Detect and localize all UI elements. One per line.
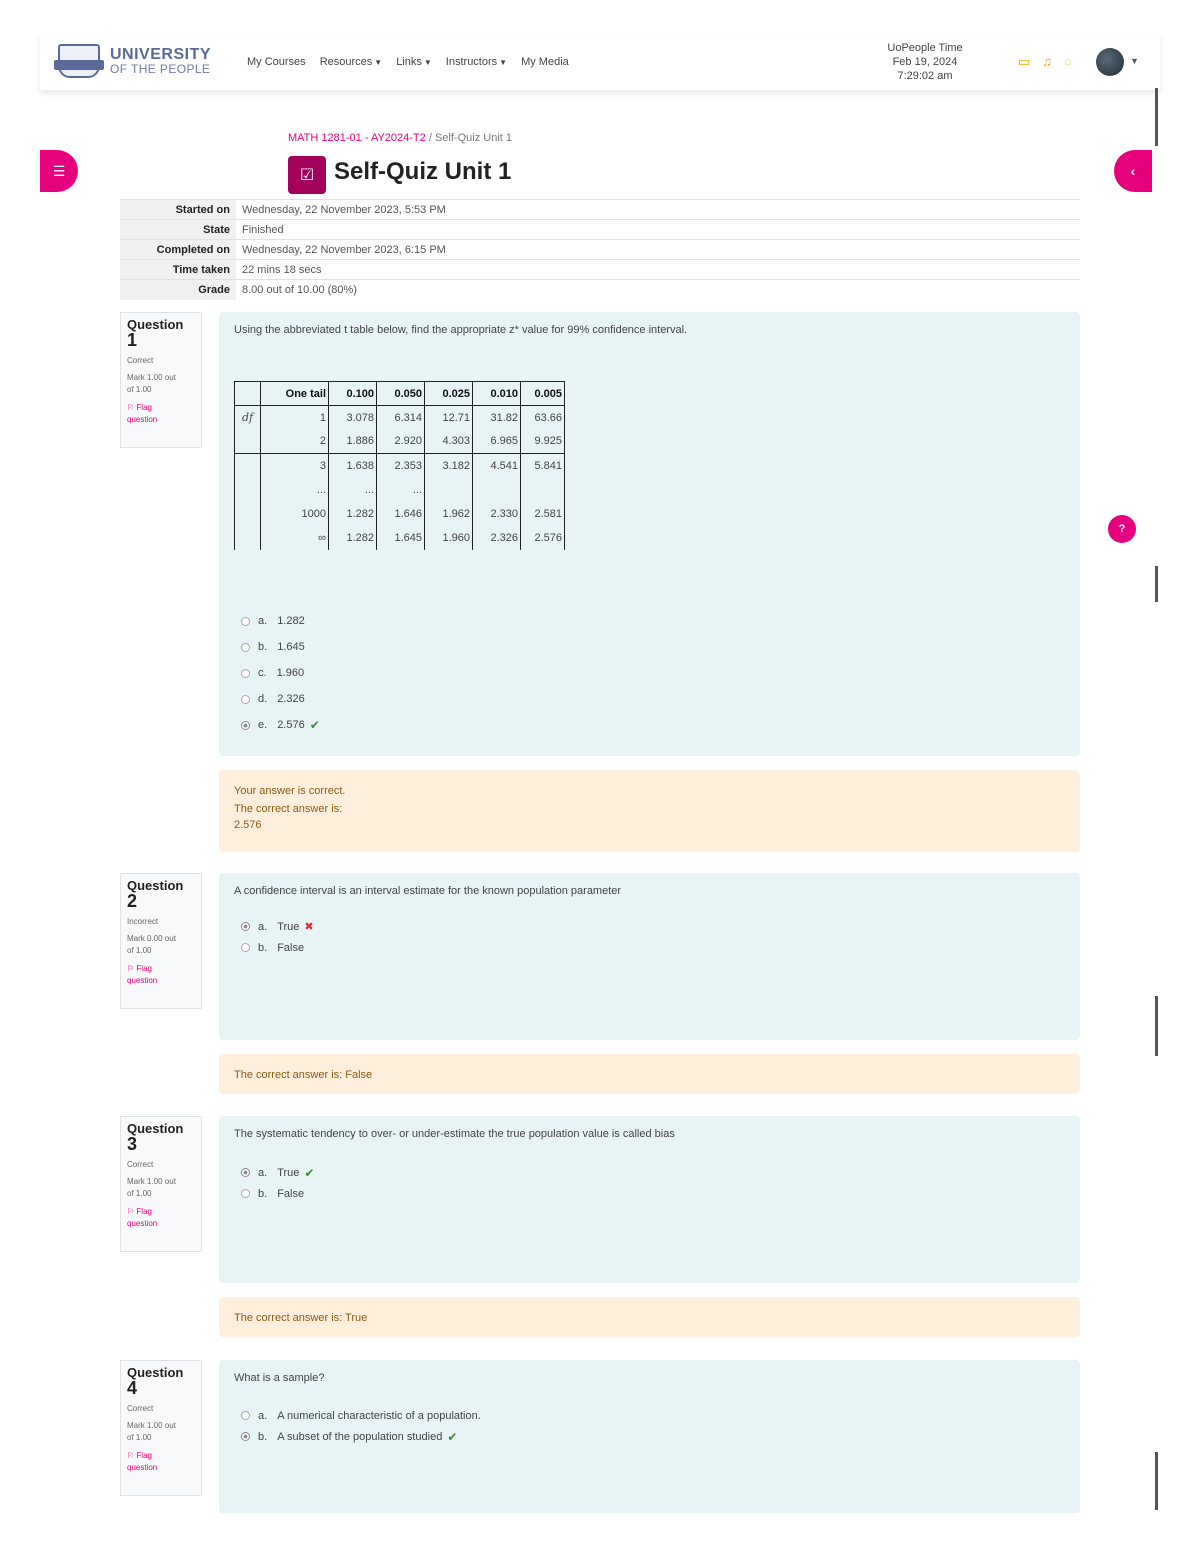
table-cell: 2: [261, 430, 329, 454]
table-cell: 12.71: [425, 406, 473, 430]
question-info-4: [120, 1360, 202, 1496]
table-cell: ∞: [261, 526, 329, 550]
flag-question-link[interactable]: ⚐ Flag question: [127, 403, 158, 424]
radio-button[interactable]: [241, 1432, 250, 1441]
site-logo[interactable]: [54, 42, 211, 82]
table-row: [235, 526, 565, 550]
logo-text-line1: UNIVERSITY: [110, 46, 212, 63]
table-cell: 0.005: [521, 382, 565, 406]
summary-value: 22 mins 18 secs: [236, 260, 1080, 280]
breadcrumb-sep: /: [428, 132, 432, 144]
summary-value: Finished: [236, 220, 1080, 240]
feedback-text: The correct answer is: True: [234, 1312, 368, 1324]
main-nav: [247, 56, 569, 68]
table-cell: [235, 430, 261, 454]
answer-option[interactable]: c. 1.960: [241, 660, 320, 686]
nav-instructors[interactable]: Instructors ▼: [445, 56, 508, 68]
feedback-2: [219, 1054, 1080, 1094]
answer-option[interactable]: a. True ✖: [241, 916, 314, 937]
table-cell: 1.282: [329, 526, 377, 550]
answer-list: [241, 608, 320, 738]
breadcrumb: [288, 132, 512, 144]
table-cell: [235, 526, 261, 550]
time-label: UoPeople Time: [887, 42, 963, 54]
question-number: 2: [127, 891, 138, 911]
flag-question-link[interactable]: ⚐ Flag question: [127, 964, 158, 985]
table-cell: 1: [261, 406, 329, 430]
scrollbar-mark: [1155, 1452, 1158, 1510]
table-row: [235, 406, 565, 430]
top-navbar: [40, 34, 1160, 90]
answer-option[interactable]: b. False: [241, 1183, 314, 1204]
breadcrumb-course[interactable]: MATH 1281-01 - AY2024-T2: [288, 132, 426, 144]
question-label: Question: [127, 1121, 184, 1136]
question-label: Question: [127, 878, 184, 893]
chevron-down-icon: ▼: [374, 58, 383, 67]
table-cell: 5.841: [521, 454, 565, 478]
table-cell: df: [235, 406, 261, 430]
radio-button[interactable]: [241, 1189, 250, 1198]
table-cell: 1.960: [425, 526, 473, 550]
summary-row: [120, 260, 1080, 280]
question-state: Correct: [127, 356, 154, 365]
page-title: Self-Quiz Unit 1: [334, 158, 512, 185]
question-text: A confidence interval is an interval estimate for the known population parameter: [234, 885, 622, 897]
table-cell: 1000: [261, 502, 329, 526]
table-cell: 2.353: [377, 454, 425, 478]
table-cell: 63.66: [521, 406, 565, 430]
table-cell: 1.962: [425, 502, 473, 526]
summary-key: Grade: [120, 280, 236, 300]
nav-resources[interactable]: Resources ▼: [319, 56, 383, 68]
question-info-1: [120, 312, 202, 448]
feedback-text: Your answer is correct.: [234, 785, 346, 797]
table-cell: 1.646: [377, 502, 425, 526]
flag-icon: ⚐: [127, 964, 137, 973]
question-label: Question: [127, 1365, 184, 1380]
radio-button[interactable]: [241, 669, 250, 678]
summary-key: State: [120, 220, 236, 240]
cross-icon: ✖: [304, 921, 314, 933]
table-cell: ...: [261, 478, 329, 502]
answer-option[interactable]: d. 2.326: [241, 686, 320, 712]
table-row: [235, 430, 565, 454]
table-cell: [235, 382, 261, 406]
check-icon: ✔: [309, 718, 320, 732]
drawer-toggle-button[interactable]: [40, 150, 78, 192]
table-cell: One tail: [261, 382, 329, 406]
summary-value: Wednesday, 22 November 2023, 5:53 PM: [236, 200, 1080, 220]
question-number: 3: [127, 1134, 138, 1154]
check-icon: ✔: [304, 1165, 315, 1180]
help-button[interactable]: [1108, 515, 1136, 543]
scrollbar[interactable]: [1155, 88, 1158, 146]
table-cell: 6.314: [377, 406, 425, 430]
question-formulation-4: [219, 1360, 1080, 1513]
radio-button[interactable]: [241, 695, 250, 704]
logo-text-line2: OF THE PEOPLE: [110, 62, 211, 76]
table-cell: 1.886: [329, 430, 377, 454]
question-info-2: [120, 873, 202, 1009]
question-state: Correct: [127, 1404, 154, 1413]
feedback-1: [219, 770, 1080, 852]
nav-links[interactable]: Links ▼: [396, 56, 432, 68]
flag-question-link[interactable]: ⚐ Flag question: [127, 1207, 158, 1228]
table-cell: 2.920: [377, 430, 425, 454]
answer-option[interactable]: a. 1.282: [241, 608, 320, 634]
radio-button[interactable]: [241, 617, 250, 626]
question-mark: Mark 1.00 out of 1.00: [127, 1177, 176, 1198]
answer-option[interactable]: a. A numerical characteristic of a population.: [241, 1405, 481, 1426]
table-cell: [235, 454, 261, 478]
feedback-text: The correct answer is:: [234, 803, 343, 815]
avatar[interactable]: [1096, 48, 1124, 76]
question-text: The systematic tendency to over- or under-estimate the true population value is called bias: [234, 1128, 675, 1140]
table-cell: [235, 478, 261, 502]
table-cell: [473, 478, 521, 502]
feedback-3: [219, 1297, 1080, 1337]
summary-key: Time taken: [120, 260, 236, 280]
question-number: 1: [127, 330, 138, 350]
table-cell: 9.925: [521, 430, 565, 454]
table-cell: 6.965: [473, 430, 521, 454]
table-cell: 3: [261, 454, 329, 478]
table-cell: 4.541: [473, 454, 521, 478]
question-formulation-2: [219, 873, 1080, 1040]
attempt-summary-table: [120, 199, 1080, 300]
crest-icon: [54, 42, 104, 82]
answer-option[interactable]: b. 1.645: [241, 634, 320, 660]
table-row: [235, 454, 565, 478]
bell-icon[interactable]: ♫: [1042, 54, 1053, 69]
question-info-3: [120, 1116, 202, 1252]
feedback-text: The correct answer is: False: [234, 1069, 373, 1081]
question-text: Using the abbreviated t table below, find the appropriate z* value for 99% confidence interval.: [234, 324, 688, 336]
answer-option[interactable]: e. 2.576 ✔: [241, 712, 320, 738]
summary-row: [120, 200, 1080, 220]
summary-row: [120, 220, 1080, 240]
table-cell: [425, 478, 473, 502]
nav-my-media[interactable]: My Media: [521, 56, 569, 68]
radio-button[interactable]: [241, 721, 250, 730]
chevron-down-icon[interactable]: ▼: [1130, 56, 1139, 66]
t-table: [234, 381, 565, 550]
table-cell: ...: [377, 478, 425, 502]
table-cell: 1.645: [377, 526, 425, 550]
chevron-down-icon: ▼: [499, 58, 508, 67]
question-formulation-3: [219, 1116, 1080, 1283]
question-mark: Mark 1.00 out of 1.00: [127, 373, 176, 394]
scrollbar-mark: [1155, 566, 1158, 602]
table-cell: ...: [329, 478, 377, 502]
question-label: Question: [127, 317, 184, 332]
radio-button[interactable]: [241, 922, 250, 931]
block-drawer-button[interactable]: [1114, 150, 1152, 192]
summary-key: Started on: [120, 200, 236, 220]
table-cell: 2.576: [521, 526, 565, 550]
header-icons: [1018, 54, 1072, 70]
time-date: Feb 19, 2024: [892, 56, 958, 68]
answer-list: [241, 1405, 481, 1447]
question-mark: Mark 0.00 out of 1.00: [127, 934, 176, 955]
table-cell: 2.330: [473, 502, 521, 526]
chevron-down-icon: ▼: [423, 58, 432, 67]
flag-icon: ⚐: [127, 1207, 137, 1216]
help-icon: ?: [1118, 523, 1126, 535]
table-cell: 2.581: [521, 502, 565, 526]
table-row: [235, 478, 565, 502]
answer-list: [241, 1162, 314, 1204]
table-cell: 0.050: [377, 382, 425, 406]
table-cell: 1.638: [329, 454, 377, 478]
table-cell: 3.078: [329, 406, 377, 430]
summary-key: Completed on: [120, 240, 236, 260]
nav-my-courses[interactable]: My Courses: [247, 56, 306, 68]
answer-option[interactable]: a. True ✔: [241, 1162, 314, 1183]
summary-row: [120, 280, 1080, 300]
question-formulation-1: [219, 312, 1080, 756]
radio-button[interactable]: [241, 1411, 250, 1420]
summary-value: Wednesday, 22 November 2023, 6:15 PM: [236, 240, 1080, 260]
radio-button[interactable]: [241, 943, 250, 952]
question-text: What is a sample?: [234, 1372, 325, 1384]
table-cell: 2.326: [473, 526, 521, 550]
drawer-toggle-icon: ☰: [52, 162, 66, 179]
time-clock: 7:29:02 am: [897, 70, 953, 82]
table-cell: 0.025: [425, 382, 473, 406]
table-cell: 3.182: [425, 454, 473, 478]
answer-list: [241, 916, 314, 958]
calendar-icon[interactable]: ▭: [1018, 54, 1031, 69]
question-mark: Mark 1.00 out of 1.00: [127, 1421, 176, 1442]
answer-option[interactable]: b. False: [241, 937, 314, 958]
table-cell: 0.010: [473, 382, 521, 406]
uopeople-time: [860, 41, 990, 83]
summary-value: 8.00 out of 10.00 (80%): [236, 280, 1080, 300]
table-row: [235, 382, 565, 406]
question-number: 4: [127, 1378, 138, 1398]
table-cell: [521, 478, 565, 502]
collapse-chevron-icon: ‹: [1130, 163, 1136, 179]
question-state: Incorrect: [127, 917, 159, 926]
flag-question-link[interactable]: ⚐ Flag question: [127, 1451, 158, 1472]
breadcrumb-current[interactable]: Self-Quiz Unit 1: [434, 132, 512, 144]
table-cell: 4.303: [425, 430, 473, 454]
answer-option[interactable]: b. A subset of the population studied ✔: [241, 1426, 481, 1447]
table-cell: 1.282: [329, 502, 377, 526]
radio-button[interactable]: [241, 643, 250, 652]
table-cell: 31.82: [473, 406, 521, 430]
summary-row: [120, 240, 1080, 260]
flag-icon: ⚐: [127, 1451, 137, 1460]
feedback-text: 2.576: [234, 819, 262, 831]
scrollbar-mark: [1155, 996, 1158, 1056]
check-icon: ✔: [447, 1429, 458, 1444]
quiz-icon: ☑: [288, 156, 326, 194]
table-cell: [235, 502, 261, 526]
radio-button[interactable]: [241, 1168, 250, 1177]
table-row: [235, 502, 565, 526]
flag-icon: ⚐: [127, 403, 137, 412]
chat-icon[interactable]: ◌: [1064, 54, 1072, 69]
table-cell: 0.100: [329, 382, 377, 406]
question-state: Correct: [127, 1160, 154, 1169]
